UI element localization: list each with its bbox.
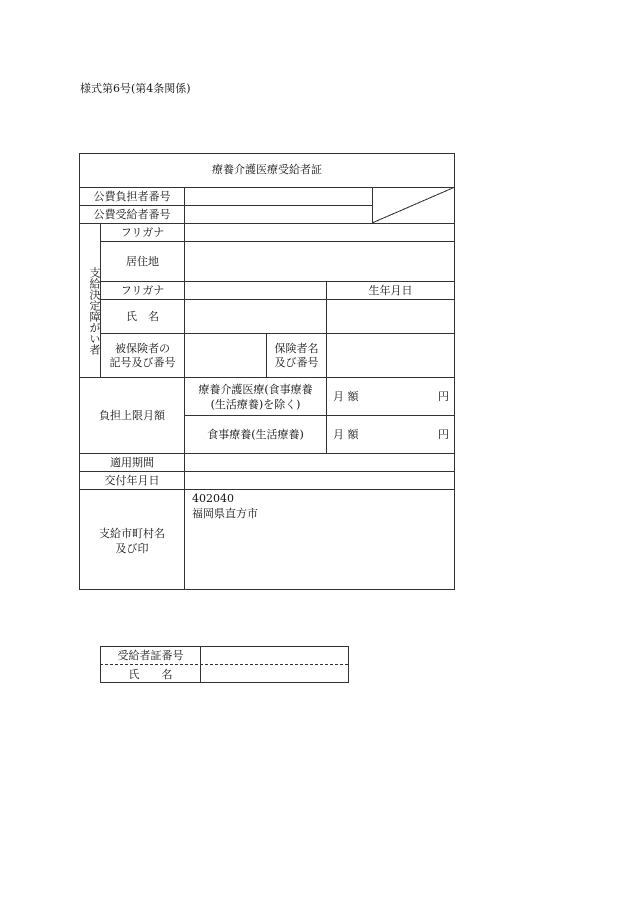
insurer-label-line2: 及び番号 — [274, 356, 319, 369]
municipality-label-line1: 支給市町村名 — [99, 527, 165, 540]
issue-date-label: 交付年月日 — [104, 474, 160, 487]
monthly-label-1: 月 額 — [333, 390, 359, 403]
municipality-name: 福岡県直方市 — [192, 507, 258, 520]
birth-date-label: 生年月日 — [368, 284, 413, 297]
limit-row2-label: 食事療養(生活療養) — [207, 428, 304, 441]
period-label: 適用期間 — [110, 456, 154, 469]
public-recipient-number-label: 公費受給者番号 — [93, 208, 171, 221]
stub-name-label: 氏 名 — [128, 668, 173, 681]
furigana-label-1: フリガナ — [120, 226, 165, 239]
name-label: 氏 名 — [126, 310, 159, 323]
address-label: 居住地 — [126, 255, 159, 268]
limit-row1-line1: 療養介護医療(食事療養 — [198, 383, 313, 396]
insured-symbol-label-line1: 被保険者の — [115, 342, 170, 355]
stub-recipient-number-label: 受給者証番号 — [117, 649, 184, 662]
yen-label-2: 円 — [438, 428, 449, 441]
beneficiary-group-label: 支給決定障がい者 — [88, 266, 101, 355]
furigana-label-2: フリガナ — [120, 284, 165, 297]
limit-row1-line2: (生活療養)を除く) — [210, 398, 301, 411]
insurer-label-line1: 保険者名 — [274, 342, 319, 355]
insured-symbol-label-line2: 記号及び番号 — [109, 356, 176, 369]
monthly-label-2: 月 額 — [333, 428, 359, 441]
certificate-title: 療養介護医療受給者証 — [212, 163, 322, 176]
form-number-label: 様式第6号(第4条関係) — [80, 82, 191, 95]
public-payer-number-label: 公費負担者番号 — [93, 190, 171, 203]
limit-label: 負担上限月額 — [99, 409, 165, 422]
yen-label-1: 円 — [438, 390, 449, 403]
municipality-label-line2: 及び印 — [115, 542, 149, 555]
municipality-code: 402040 — [192, 492, 234, 505]
